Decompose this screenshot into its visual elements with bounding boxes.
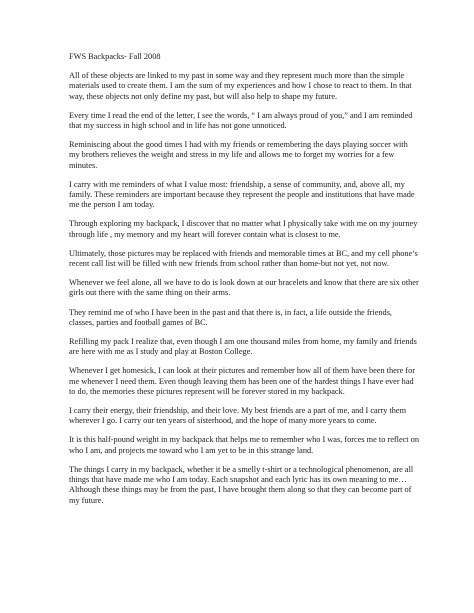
paragraph-10: Whenever I get homesick, I can look at their pictures and remember how all of them have been there for me whenever I need them. Even though leaving them has been one of the hardest things I have ever had to do, the memories these pictures represent will be forever stored in my backpack. (69, 366, 416, 396)
paragraph-6: Ultimately, those pictures may be replaced with friends and memorable times at BC, and my cell phone’s recent call list will be filled with new friends from school rather than home-but not yet, not now. (69, 248, 418, 269)
paragraph-4: I carry with me reminders of what I value most: friendship, a sense of community, and, above all, my family. These reminders are important because they represent the people and institutions that have made me the person I am today. (69, 179, 415, 210)
paragraph-5: Through exploring my backpack, I discover that no matter what I physically take with me on my journey through life , my memory and my heart will forever contain what is closest to me. (69, 219, 418, 239)
document-body (69, 52, 419, 515)
paragraph-9: Refilling my pack I realize that, even though I am one thousand miles from home, my family and friends are here with me as I study and play at Boston College. (69, 337, 417, 357)
paragraph-1: All of these objects are linked to my past in some way and they represent much more than the simple materials used to create them. I am the sum of my experiences and how I chose to react to them. In that way, these objects not only define my past, but will also help to shape my future. (69, 71, 412, 101)
document-title: FWS Backpacks- Fall 2008 (69, 52, 161, 61)
paragraph-12: It is this half-pound weight in my backpack that helps me to remember who I was, forces me to reflect on who I am, and projects me toward who I am yet to be in this strange land. (69, 435, 419, 455)
paragraph-3: Reminiscing about the good times I had with my friends or remembering the days playing soccer with my brothers relieves the weight and stress in my life and allows me to forget my worries for a few minutes. (69, 140, 408, 170)
paragraph-7: Whenever we feel alone, all we have to do is look down at our bracelets and know that there are six other girls out there with the same thing on their arms. (69, 278, 419, 298)
paragraph-2: Every time I read the end of the letter, I see the words, “ I am always proud of you,” and I am reminded that my success in high school and in life has not gone unnoticed. (69, 110, 413, 131)
paragraph-13: The things I carry in my backpack, whether it be a smelly t-shirt or a technological phenomenon, are all things that have made me who I am today. Each snapshot and each lyric has its own meaning to me…Although these things may be from the past, I have brought them along so that they can become part of my future. (69, 464, 414, 505)
paragraph-8: They remind me of who I have been in the past and that there is, in fact, a life outside the friends, classes, parties and football games of BC. (69, 307, 393, 327)
paragraph-11: I carry their energy, their friendship, and their love. My best friends are a part of me, and I carry them wherever I go. I carry our ten years of sisterhood, and the hope of many more years to come. (69, 406, 407, 426)
